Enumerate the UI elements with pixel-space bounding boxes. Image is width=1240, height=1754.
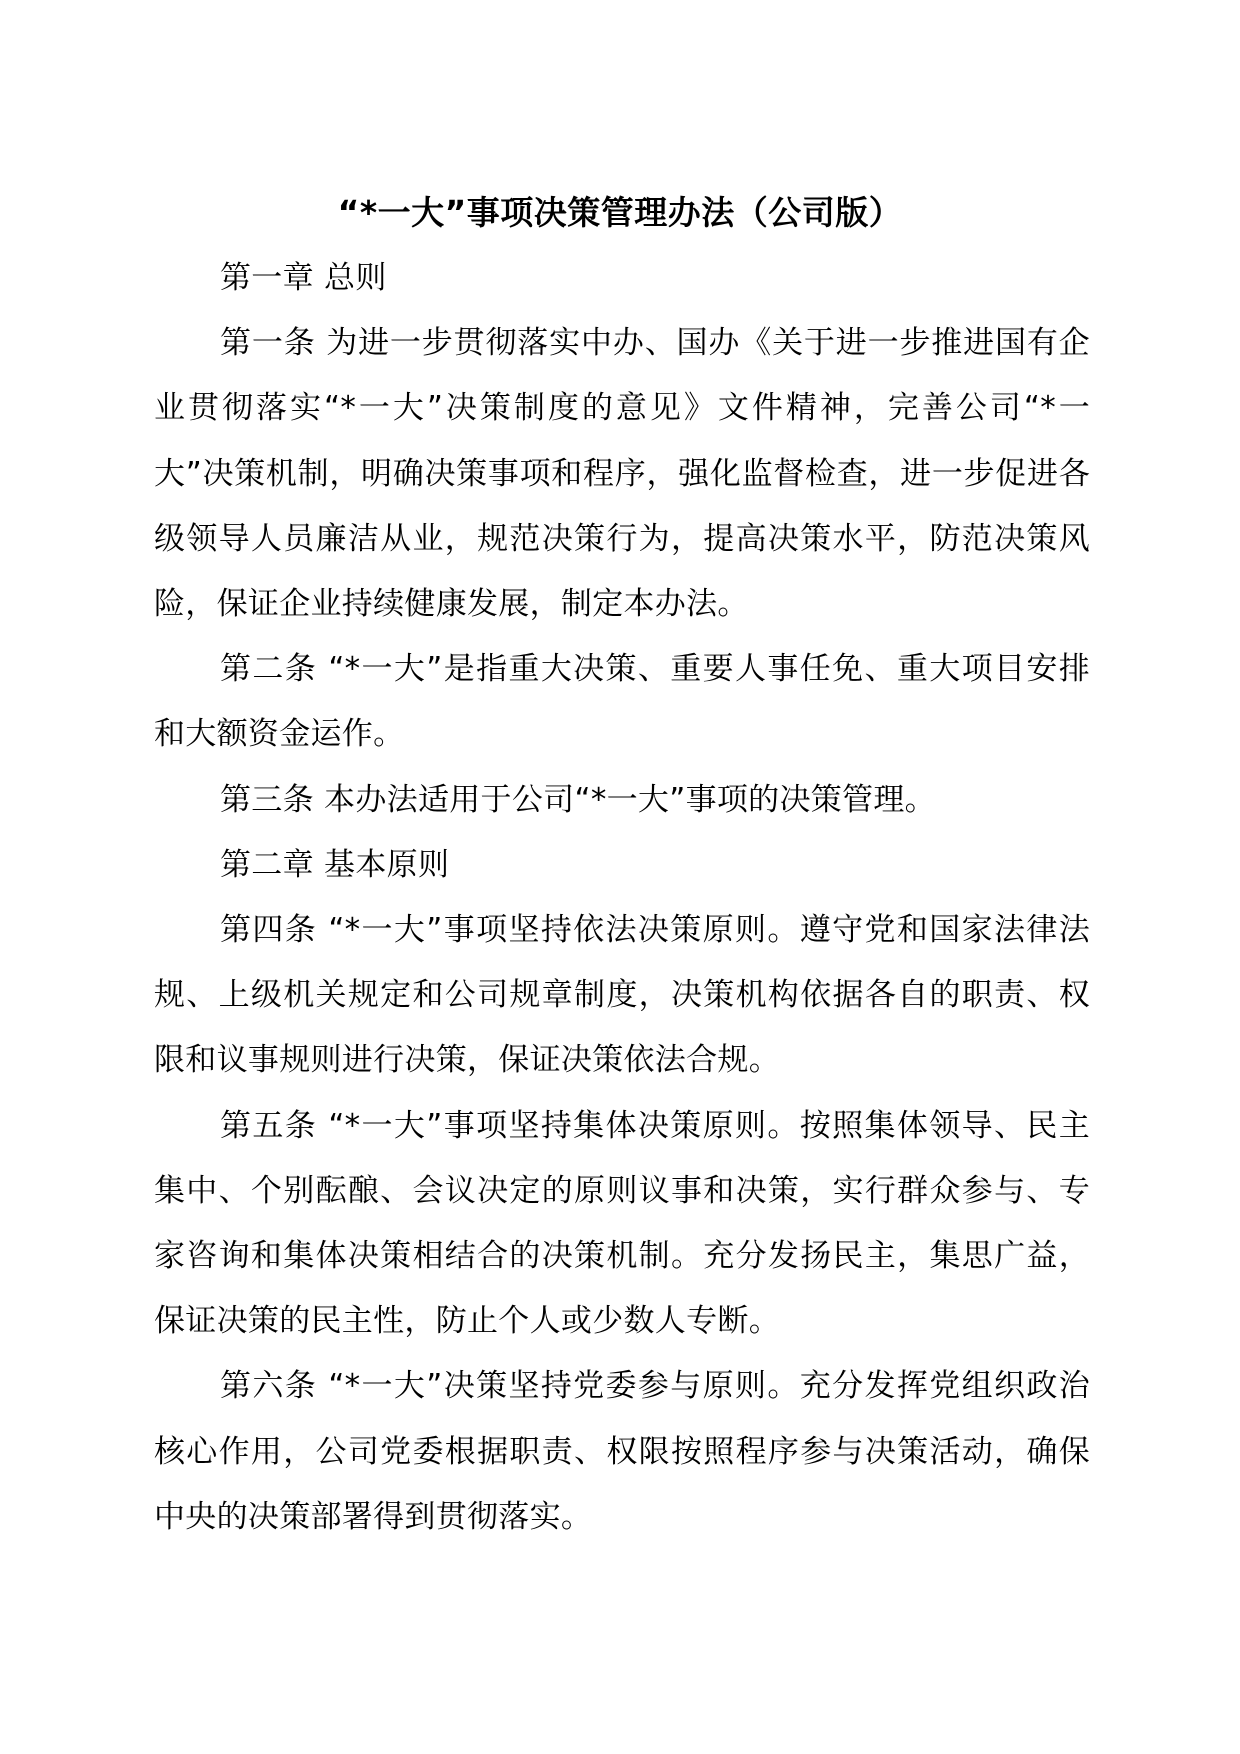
document-title: “*一大”事项决策管理办法（公司版） — [337, 193, 903, 232]
article-paragraph: 第五条 “*一大”事项坚持集体决策原则。按照集体领导、民主集中、个别酝酿、会议决定的原则议事和决策，实行群众参与、专家咨询和集体决策相结合的决策机制。充分发扬民主，集思广益，保证决策的民主性，防止个人或少数人专断。 — [154, 1107, 1090, 1340]
article-paragraph: 第四条 “*一大”事项坚持依法决策原则。遵守党和国家法律法规、上级机关规定和公司规章制度，决策机构依据各自的职责、权限和议事规则进行决策，保证决策依法合规。 — [154, 912, 1090, 1079]
chapter-heading: 第一章 总则 — [220, 260, 387, 296]
chapter-heading: 第二章 基本原则 — [220, 846, 450, 883]
article-paragraph: 第一条 为进一步贯彻落实中办、国办《关于进一步推进国有企业贯彻落实“*一大”决策制度的意见》文件精神，完善公司“*一大”决策机制，明确决策事项和程序，强化监督检查，进一步促进各级领导人员廉洁从业，规范决策行为，提高决策水平，防范决策风险，保证企业持续健康发展，制定本办法。 — [154, 325, 1090, 623]
document-body — [154, 246, 1090, 1550]
article-paragraph: 第六条 “*一大”决策坚持党委参与原则。充分发挥党组织政治核心作用，公司党委根据职责、权限按照程序参与决策活动，确保中央的决策部署得到贯彻落实。 — [154, 1368, 1090, 1535]
article-paragraph: 第二条 “*一大”是指重大决策、重要人事任免、重大项目安排和大额资金运作。 — [154, 651, 1090, 753]
article-paragraph: 第三条 本办法适用于公司“*一大”事项的决策管理。 — [220, 781, 936, 818]
